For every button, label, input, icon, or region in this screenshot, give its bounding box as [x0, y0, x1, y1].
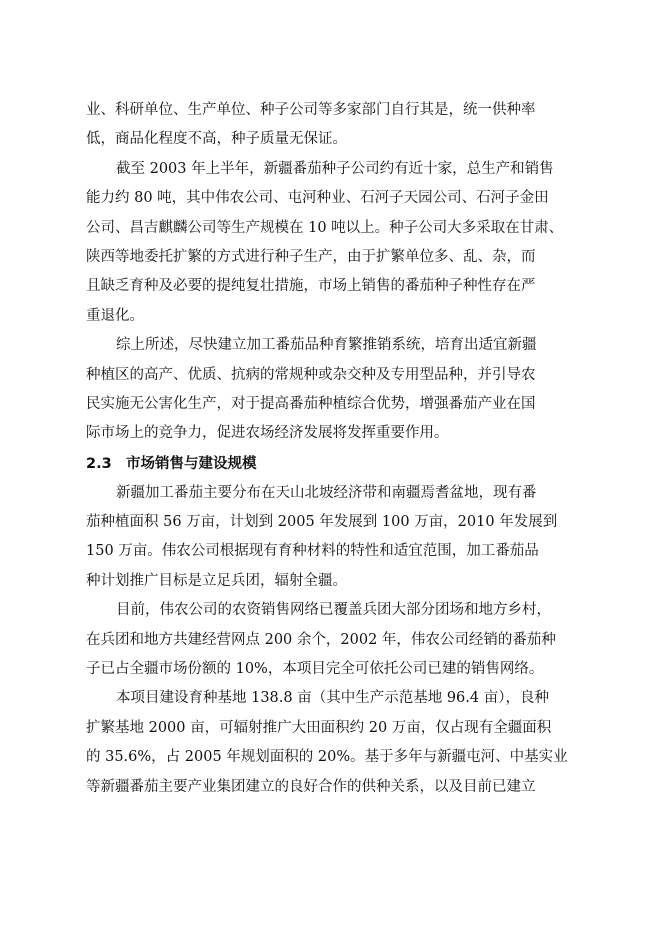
- text-line: 等新疆番茄主要产业集团建立的良好合作的供种关系，以及目前已建立: [86, 778, 536, 795]
- text-line: 公司、昌吉麒麟公司等生产规模在 10 吨以上。种子公司大多采取在甘肃、: [86, 219, 564, 236]
- text-line: 重退化。: [86, 307, 144, 324]
- paragraph-sales-network: [86, 596, 576, 684]
- text-line: 综上所述，尽快建立加工番茄品种育繁推销系统，培育出适宜新疆: [116, 337, 537, 354]
- section-number: 2.3: [86, 455, 112, 472]
- document-body: [86, 96, 576, 802]
- text-line: 种计划推广目标是立足兵团，辐射全疆。: [86, 572, 347, 589]
- text-line: 新疆加工番茄主要分布在天山北坡经济带和南疆焉耆盆地，现有番: [116, 484, 537, 501]
- section-heading: [86, 449, 576, 479]
- text-line: 能力约 80 吨，其中伟农公司、屯河种业、石河子天园公司、石河子金田: [86, 190, 549, 207]
- text-line: 民实施无公害化生产，对于提高番茄种植综合优势，增强番茄产业在国: [86, 395, 536, 412]
- text-line: 茄种植面积 56 万亩，计划到 2005 年发展到 100 万亩，2010 年发展到: [86, 514, 558, 531]
- paragraph-seed-companies: [86, 155, 576, 331]
- text-line: 且缺乏育种及必要的提纯复壮措施，市场上销售的番茄种子种性存在严: [86, 278, 536, 295]
- section-title: 市场销售与建设规模: [126, 455, 257, 472]
- text-line: 150 万亩。伟农公司根据现有育种材料的特性和适宜范围，加工番茄品: [86, 543, 539, 560]
- text-line: 际市场上的竞争力，促进农场经济发展将发挥重要作用。: [86, 425, 449, 442]
- text-line: 业、科研单位、生产单位、种子公司等多家部门自行其是，统一供种率: [86, 102, 536, 118]
- text-line: 陕西等地委托扩繁的方式进行种子生产，由于扩繁单位多、乱、杂，而: [86, 248, 536, 265]
- paragraph-supply-issues: [86, 96, 576, 155]
- text-line: 子已占全疆市场份额的 10%，本项目完全可依托公司已建的销售网络。: [86, 661, 544, 678]
- text-line: 扩繁基地 2000 亩，可辐射推广大田面积约 20 万亩，仅占现有全疆面积: [86, 719, 552, 736]
- text-line: 目前，伟农公司的农资销售网络已覆盖兵团大部分团场和地方乡村，: [116, 602, 551, 619]
- text-line: 在兵团和地方共建经营网点 200 余个，2002 年，伟农公司经销的番茄种: [86, 631, 556, 648]
- text-line: 截至 2003 年上半年，新疆番茄种子公司约有近十家，总生产和销售: [116, 160, 554, 177]
- text-line: 种植区的高产、优质、抗病的常规种或杂交种及专用型品种，并引导农: [86, 366, 536, 383]
- paragraph-project-scale: [86, 684, 576, 802]
- paragraph-planting-area: [86, 479, 576, 597]
- text-line: 本项目建设育种基地 138.8 亩（其中生产示范基地 96.4 亩），良种: [116, 690, 549, 707]
- paragraph-summary: [86, 331, 576, 449]
- text-line: 的 35.6%，占 2005 年规划面积的 20%。基于多年与新疆屯河、中基实业: [86, 749, 568, 766]
- text-line: 低，商品化程度不高，种子质量无保证。: [86, 131, 347, 148]
